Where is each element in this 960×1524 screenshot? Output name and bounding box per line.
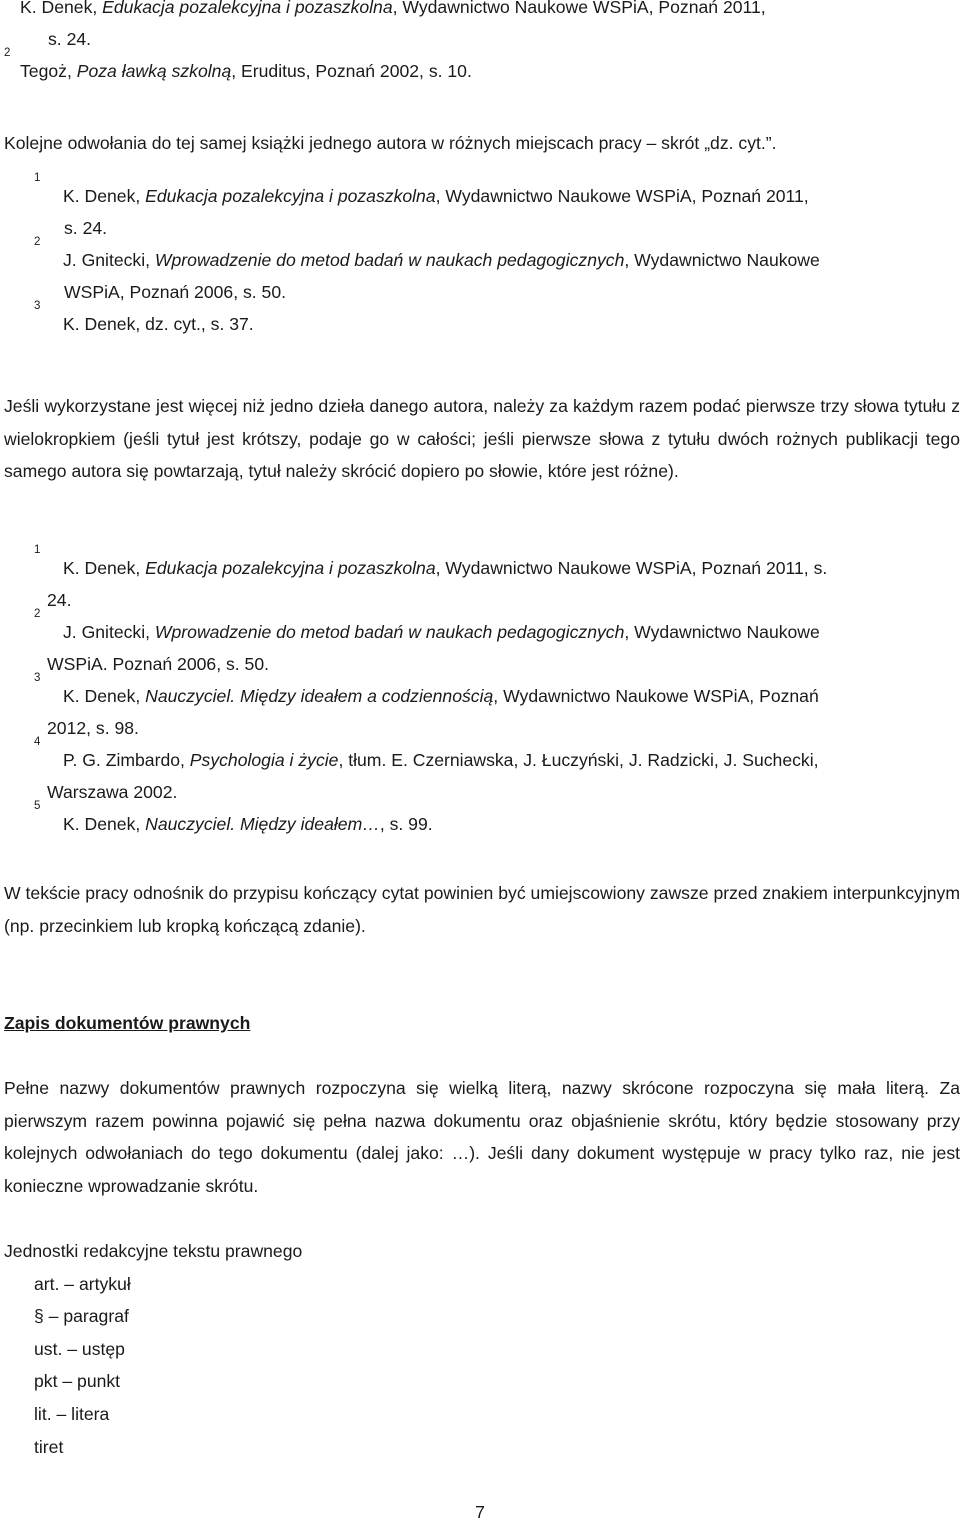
- footnote: 2 J. Gnitecki, Wprowadzenie do metod badań w naukach pedagogicznych, Wydawnictwo Naukowe WSPiA. Poznań 2006, s. 50.: [34, 608, 820, 674]
- list-item: § – paragraf: [34, 1306, 129, 1327]
- list-item: lit. – litera: [34, 1403, 110, 1424]
- list-heading: Jednostki redakcyjne tekstu prawnego: [4, 1241, 303, 1261]
- paragraph: W tekście pracy odnośnik do przypisu kończący cytat powinien być umiejscowiony zawsze przed znakiem interpunkcyjnym (np. przecinkiem lub kropką kończącą zdanie).: [4, 883, 960, 936]
- paragraph: Jeśli wykorzystane jest więcej niż jedno dzieła danego autora, należy za każdym razem podać pierwsze trzy słowa tytułu z wielokropkiem (jeśli tytuł jest krótszy, podaje go w całości; jeśli pierwsze słowa z tytułu dwóch rożnych publikacji tego samego autora się powtarzają, tytuł należy skrócić dopiero po słowie, które jest różne).: [4, 396, 960, 481]
- footnote: 4 P. G. Zimbardo, Psychologia i życie, tłum. E. Czerniawska, J. Łuczyński, J. Radzicki, J. Suchecki, Warszawa 2002.: [34, 736, 819, 802]
- list-item: ust. – ustęp: [34, 1338, 125, 1359]
- footnote: 2 J. Gnitecki, Wprowadzenie do metod badań w naukach pedagogicznych, Wydawnictwo Naukowe WSPiA, Poznań 2006, s. 50.: [34, 236, 820, 302]
- footnote: 5 K. Denek, Nauczyciel. Między ideałem…, s. 99.: [34, 800, 433, 834]
- footnote-group-2: [0, 127, 960, 340]
- list-item: pkt – punkt: [34, 1371, 121, 1392]
- intro-text: Kolejne odwołania do tej samej książki jednego autora w różnych miejscach pracy – skrót „dz. cyt.”.: [4, 133, 777, 153]
- page-number: 7: [475, 1502, 485, 1522]
- footnote: 1 K. Denek, Edukacja pozalekcyjna i pozaszkolna, Wydawnictwo Naukowe WSPiA, Poznań 2011, s. 24.: [34, 544, 828, 610]
- paragraph: Pełne nazwy dokumentów prawnych rozpoczyna się wielką literą, nazwy skrócone rozpoczyna się mała literą. Za pierwszym razem powinna pojawić się pełna nazwa dokumentu oraz objaśnienie skrótu, który będzie stosowany przy kolejnych odwołaniach do tego dokumentu (dalej jako: …). Jeśli dany dokument występuje w pracy tylko raz, nie jest konieczne wprowadzanie skrótu.: [4, 1078, 960, 1196]
- list-item: art. – artykuł: [34, 1273, 131, 1294]
- footnote: 2 Tegoż, Poza ławką szkolną, Eruditus, Poznań 2002, s. 10.: [4, 47, 472, 81]
- footnote: 3 K. Denek, dz. cyt., s. 37.: [34, 300, 254, 334]
- list-item: tiret: [34, 1436, 64, 1457]
- footnote: 1 K. Denek, Edukacja pozalekcyjna i pozaszkolna, Wydawnictwo Naukowe WSPiA, Poznań 2011, s. 24.: [34, 172, 809, 238]
- footnote: K. Denek, Edukacja pozalekcyjna i pozaszkolna, Wydawnictwo Naukowe WSPiA, Poznań 2011, s. 24.: [20, 0, 766, 49]
- section-heading: Zapis dokumentów prawnych: [4, 1013, 251, 1033]
- footnote: 3 K. Denek, Nauczyciel. Między ideałem a codziennością, Wydawnictwo Naukowe WSPiA, Poznań 2012, s. 98.: [34, 672, 819, 738]
- footnote-group-3: [0, 544, 960, 840]
- footnote-group-1: [0, 0, 960, 87]
- units-list: [0, 1235, 960, 1463]
